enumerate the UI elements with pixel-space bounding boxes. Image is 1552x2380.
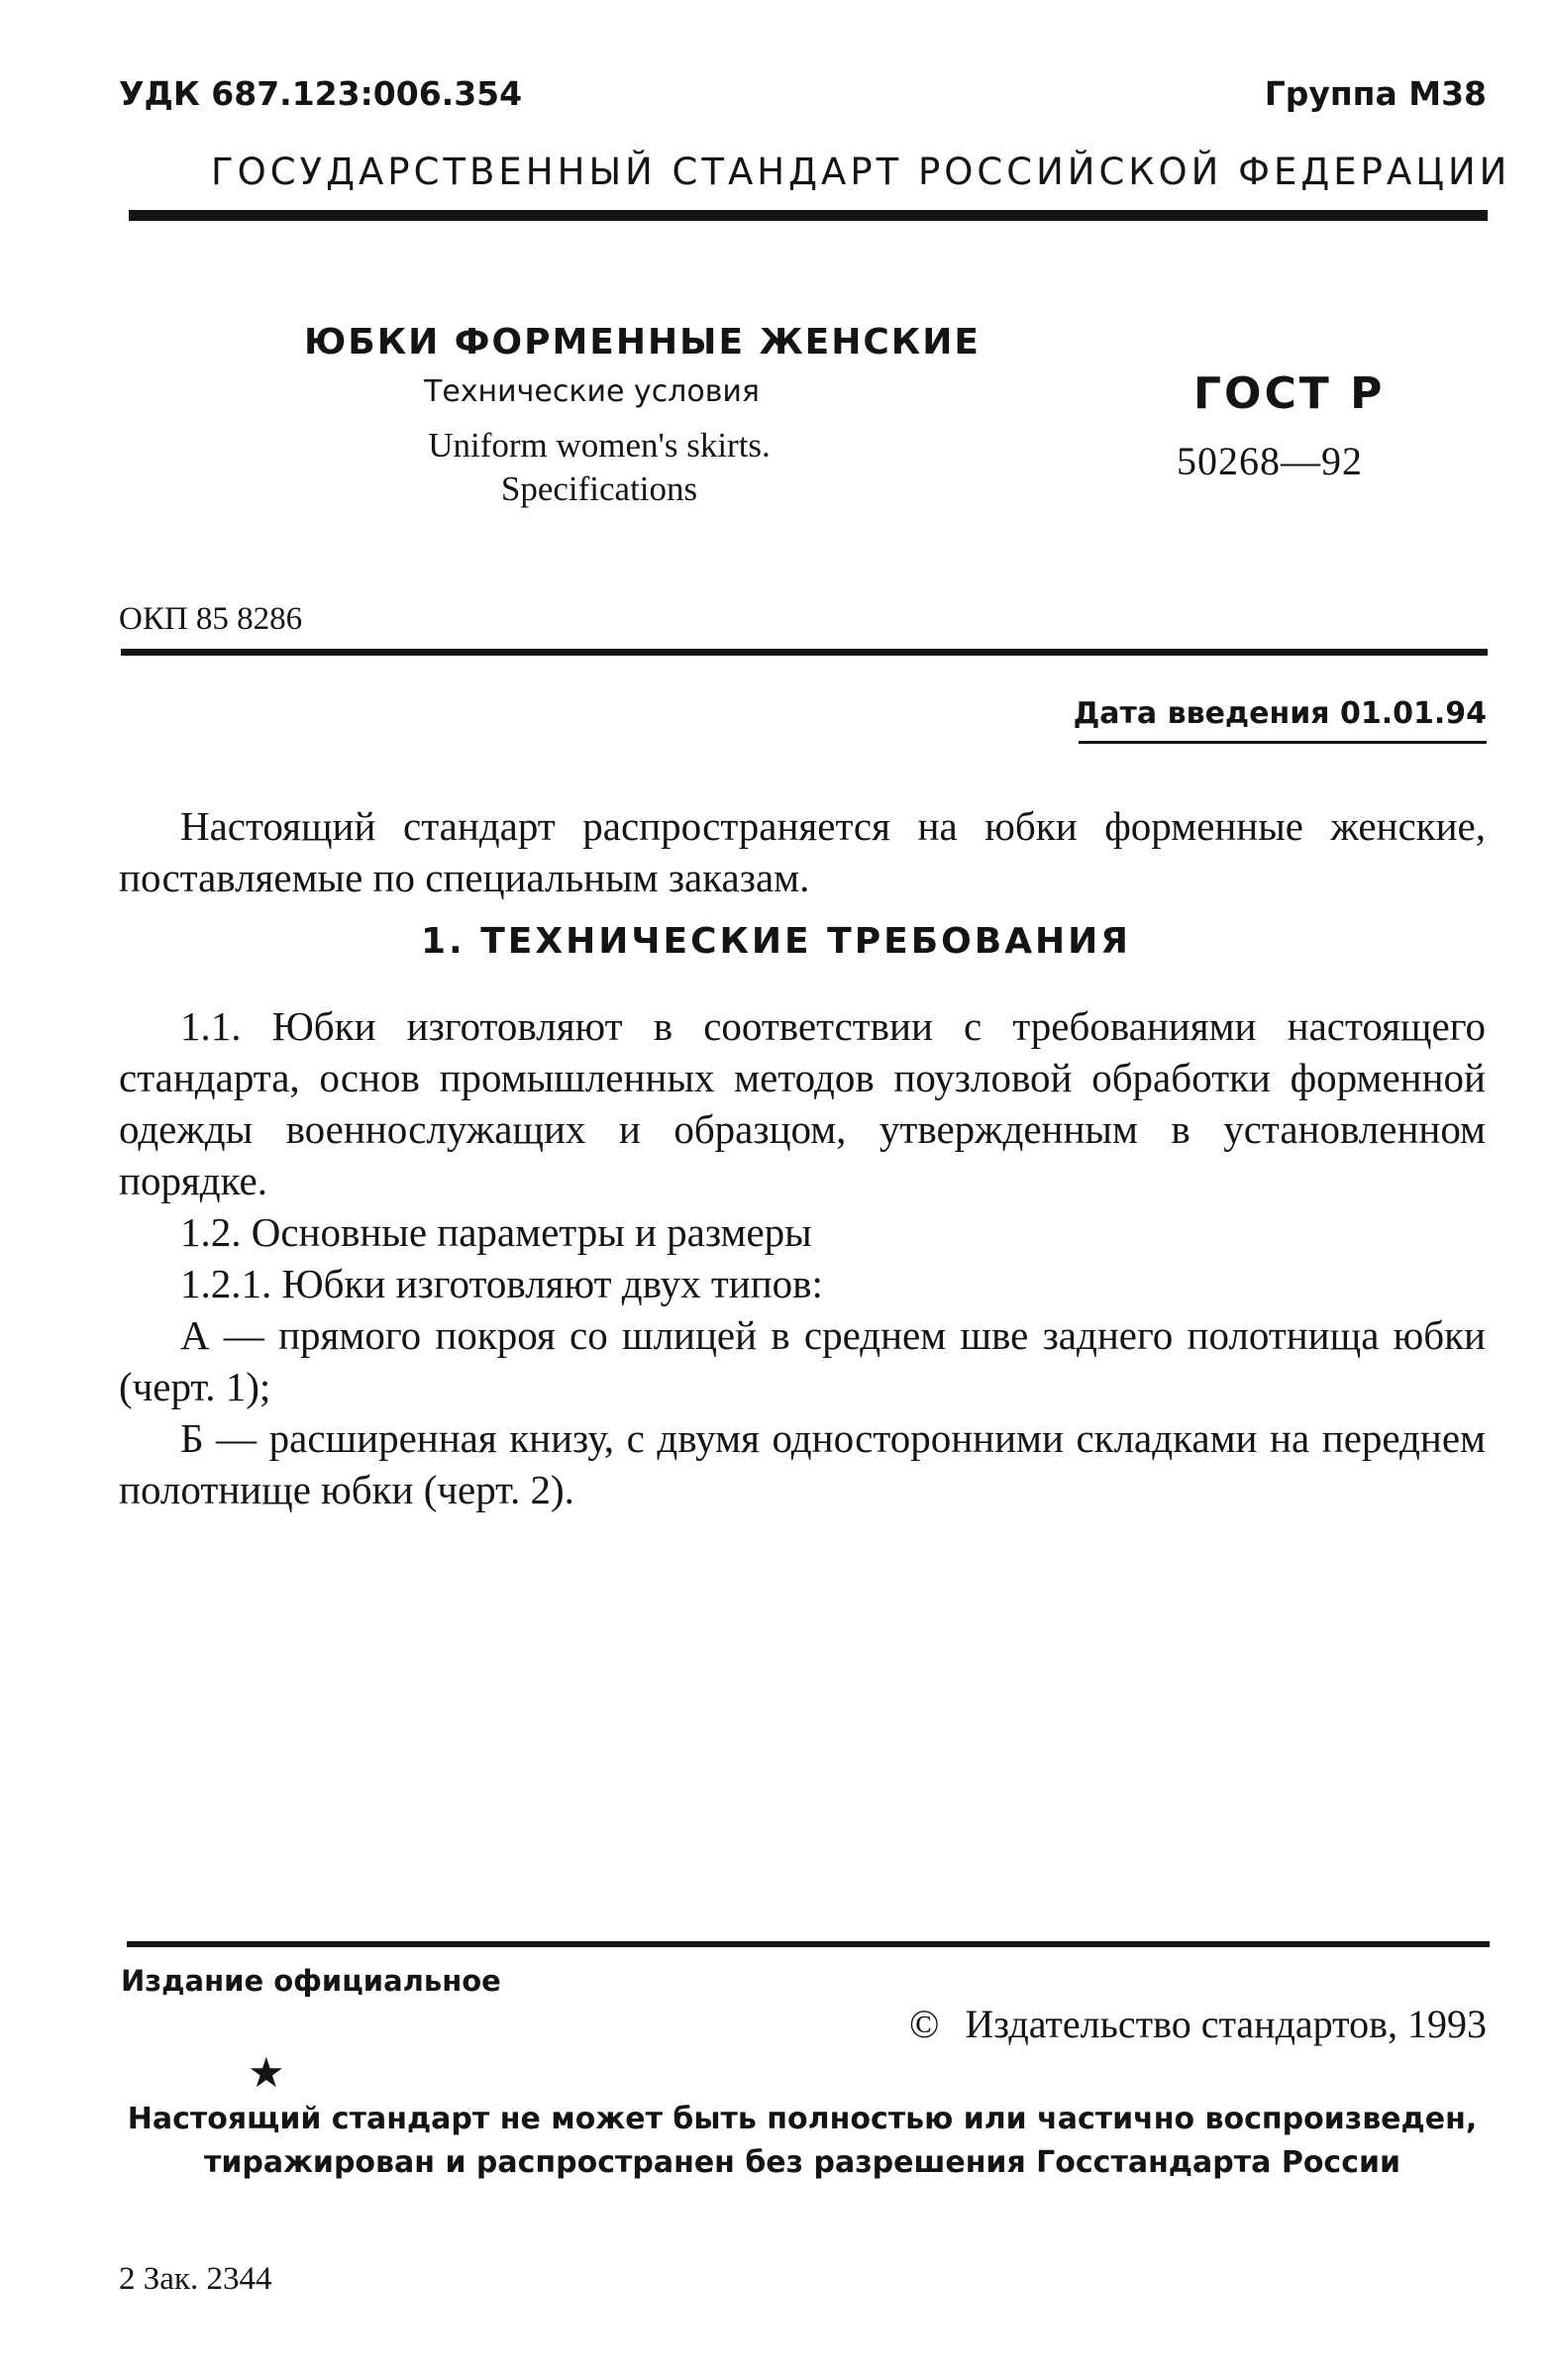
middle-rule: [121, 649, 1488, 656]
paragraph-1-1: 1.1. Юбки изготовляют в соответствии с требованиями настоящего стандарта, основ промышленных методов поузловой обработки форменной одежды военнослужащих и образцом, утвержденным в установленном порядке.: [119, 1003, 1486, 1203]
introduction-date: Дата введения 01.01.94: [1073, 696, 1487, 731]
star-icon: ★: [248, 2048, 285, 2097]
state-standard-title: ГОСУДАРСТВЕННЫЙ СТАНДАРТ РОССИЙСКОЙ ФЕДЕРАЦИИ: [211, 151, 1511, 193]
group-code: Группа М38: [1264, 74, 1487, 113]
paragraph-type-b: Б — расширенная книзу, с двумя односторонними складками на переднем полотнище юбки (черт. 2).: [119, 1415, 1486, 1512]
udk-code: УДК 687.123:006.354: [119, 74, 523, 113]
copyright-line: [909, 2001, 1487, 2047]
document-subtitle: Технические условия: [424, 374, 760, 409]
gost-number: 50268—92: [1177, 439, 1363, 483]
section-body: [119, 1000, 1486, 1515]
top-rule: [129, 210, 1488, 221]
english-title: Uniform women's skirts. Specifications: [428, 426, 771, 508]
copyright-text: Издательство стандартов, 1993: [965, 2002, 1487, 2046]
document-title: ЮБКИ ФОРМЕННЫЕ ЖЕНСКИЕ: [304, 322, 981, 362]
edition-label: Издание официальное: [121, 1964, 501, 1998]
okp-code: ОКП 85 8286: [119, 601, 303, 637]
date-underline: [1079, 741, 1487, 744]
order-number: 2 Зак. 2344: [119, 2261, 272, 2297]
paragraph-type-a: А — прямого покроя со шлицей в среднем шве заднего полотнища юбки (черт. 1);: [119, 1312, 1486, 1409]
paragraph-1-2-1: 1.2.1. Юбки изготовляют двух типов:: [180, 1261, 823, 1306]
bottom-rule: [127, 1941, 1490, 1947]
reproduction-notice: Настоящий стандарт не может быть полностью или частично воспроизведен, тиражирован и распространен без разрешения Госстандарта России: [127, 2102, 1478, 2180]
paragraph-1-2: 1.2. Основные параметры и размеры: [180, 1209, 812, 1255]
gost-label: ГОСТ Р: [1193, 368, 1386, 419]
copyright-icon: ©: [908, 2002, 940, 2046]
intro-paragraph: Настоящий стандарт распространяется на юбки форменные женские, поставляемые по специальным заказам.: [119, 803, 1486, 900]
section-heading: 1. ТЕХНИЧЕСКИЕ ТРЕБОВАНИЯ: [420, 921, 1132, 962]
